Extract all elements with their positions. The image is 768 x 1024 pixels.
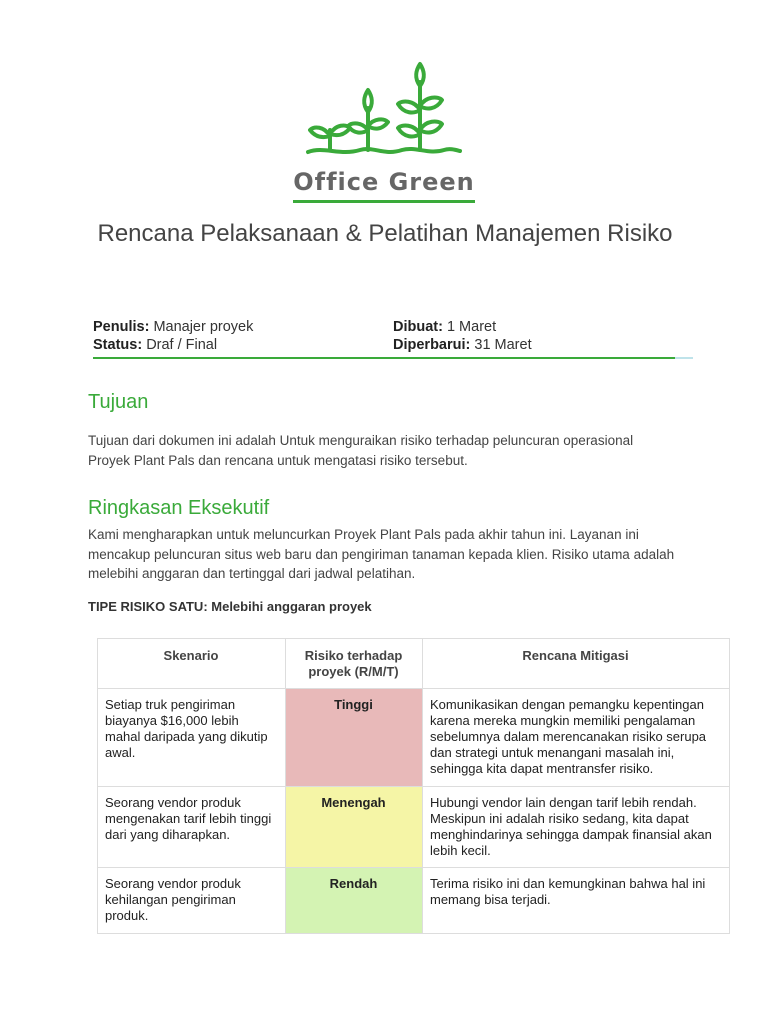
table-header-row	[98, 639, 730, 689]
status-field	[93, 336, 393, 354]
document-meta	[93, 318, 693, 354]
table-row	[98, 689, 730, 787]
summary-text: Kami mengharapkan untuk meluncurkan Proyek Plant Pals pada akhir tahun ini. Layanan ini mencakup peluncuran situs web baru dan pengiriman tanaman kepada klien. Risiko utama adalah melebihi anggaran dan tertinggal dari jadwal pelatihan.	[88, 527, 675, 581]
scenario-cell: Seorang vendor produk kehilangan pengiriman produk.	[98, 868, 286, 934]
table-row	[98, 868, 730, 934]
header-risk-level: Risiko terhadap proyek (R/M/T)	[286, 639, 423, 689]
logo	[0, 60, 768, 203]
created-label: Dibuat:	[393, 319, 443, 335]
risk-level-cell: Rendah	[286, 868, 423, 934]
brand-name: Office Green	[293, 168, 475, 203]
summary-heading: Ringkasan Eksekutif	[88, 497, 270, 519]
mitigation-cell: Terima risiko ini dan kemungkinan bahwa hal ini memang bisa terjadi.	[423, 868, 730, 934]
risk-level-cell: Menengah	[286, 787, 423, 868]
mitigation-cell: Komunikasikan dengan pemangku kepentingan karena mereka mungkin memiliki pengalaman sebelumnya dalam merencanakan risiko serupa dan strategi untuk menangani masalah ini, sehingga kita dapat mentransfer risiko.	[423, 689, 730, 787]
status-value: Draf / Final	[146, 337, 218, 353]
mitigation-cell: Hubungi vendor lain dengan tarif lebih rendah. Meskipun ini adalah risiko sedang, kita dapat menghindarinya sehingga dampak finansial akan lebih kecil.	[423, 787, 730, 868]
status-label: Status:	[93, 337, 143, 353]
risk-level-cell: Tinggi	[286, 689, 423, 787]
purpose-heading: Tujuan	[88, 391, 149, 413]
header-scenario: Skenario	[98, 639, 286, 689]
risk-table	[97, 638, 730, 934]
author-label: Penulis:	[93, 319, 150, 335]
author-field	[93, 318, 393, 336]
scenario-cell: Seorang vendor produk mengenakan tarif lebih tinggi dari yang diharapkan.	[98, 787, 286, 868]
updated-field	[393, 336, 693, 354]
updated-value: 31 Maret	[474, 337, 532, 353]
header-mitigation: Rencana Mitigasi	[423, 639, 730, 689]
created-field	[393, 318, 693, 336]
created-value: 1 Maret	[446, 319, 497, 335]
scenario-cell: Setiap truk pengiriman biayanya $16,000 lebih mahal daripada yang dikutip awal.	[98, 689, 286, 787]
meta-divider	[93, 357, 693, 359]
table-row	[98, 787, 730, 868]
purpose-text: Tujuan dari dokumen ini adalah Untuk menguraikan risiko terhadap peluncuran operasional Proyek Plant Pals dan rencana untuk mengatasi risiko tersebut.	[88, 433, 634, 468]
updated-label: Diperbarui:	[393, 337, 471, 353]
author-value: Manajer proyek	[153, 319, 254, 335]
risk-type-heading: TIPE RISIKO SATU: Melebihi anggaran proyek	[88, 599, 372, 614]
sprouting-plants-icon	[304, 60, 464, 160]
document-title: Rencana Pelaksanaan & Pelatihan Manajemen Risiko	[97, 220, 673, 247]
